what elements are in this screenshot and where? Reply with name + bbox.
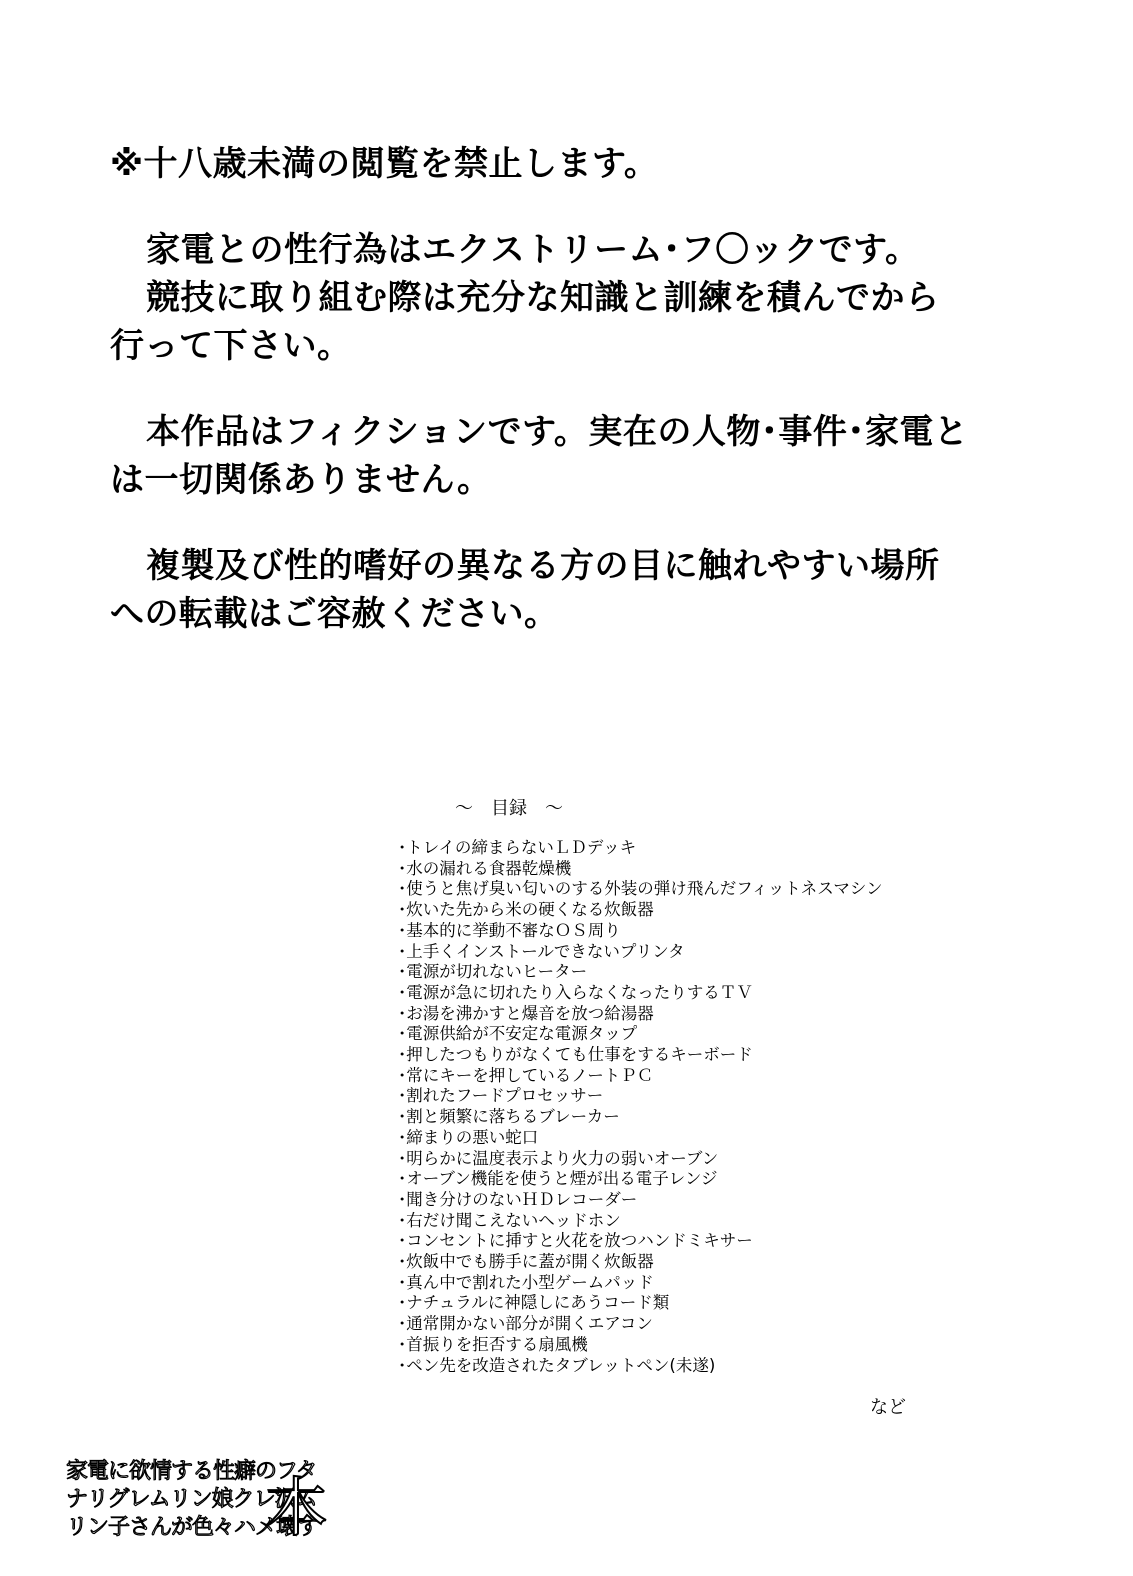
toc-item: ･聞き分けのないＨＤレコーダー — [398, 1189, 638, 1209]
toc-item: ･コンセントに挿すと火花を放つハンドミキサー — [398, 1231, 753, 1251]
toc-item: ･使うと焦げ臭い匂いのする外装の弾け飛んだフィットネスマシン — [398, 879, 883, 899]
title-logo — [66, 1456, 328, 1546]
toc-etc: など — [870, 1397, 906, 1418]
toc-item: ･基本的に挙動不審なＯＳ周り — [398, 920, 621, 940]
title-logo-line-2: ナリグレムリン娘クレ沢ム — [66, 1487, 317, 1512]
age-warning: ※十八歳未満の閲覧を禁止します。 — [110, 144, 659, 184]
toc-item: ･オーブン機能を使うと煙が出る電子レンジ — [398, 1169, 718, 1189]
reproduction-line-2: への転載はご容赦ください。 — [110, 594, 559, 634]
title-logo-line-1: 家電に欲情する性癖のフタ — [66, 1459, 317, 1484]
toc-item: ･割れたフードプロセッサー — [398, 1086, 604, 1106]
toc-item: ･ペン先を改造されたタブレットペン(未遂) — [398, 1355, 716, 1375]
toc-item: ･ナチュラルに神隠しにあうコード類 — [398, 1293, 670, 1313]
toc-item: ･首振りを拒否する扇風機 — [398, 1334, 588, 1354]
toc-item: ･電源が急に切れたり入らなくなったりするＴＶ — [398, 982, 753, 1002]
toc-item: ･通常開かない部分が開くエアコン — [398, 1314, 653, 1334]
toc-item: ･割と頻繁に落ちるブレーカー — [398, 1107, 620, 1127]
extreme-line-3: 行って下さい。 — [110, 326, 352, 366]
toc-item: ･お湯を沸かすと爆音を放つ給湯器 — [398, 1003, 654, 1023]
notice-block — [110, 140, 1050, 638]
toc-item: ･炊いた先から米の硬くなる炊飯器 — [398, 900, 654, 920]
toc-item: ･締まりの悪い蛇口 — [398, 1127, 539, 1147]
extreme-line-1: 家電との性行為はエクストリーム･フ〇ックです。 — [146, 230, 920, 270]
toc-item: ･炊飯中でも勝手に蓋が開く炊飯器 — [398, 1252, 654, 1272]
toc-title: ～ 目録 ～ — [455, 798, 563, 819]
toc-item: ･押したつもりがなくても仕事をするキーボード — [398, 1045, 753, 1065]
toc-item: ･明らかに温度表示より火力の弱いオーブン — [398, 1148, 719, 1168]
toc-list — [398, 838, 883, 1376]
toc-item: ･電源が切れないヒーター — [398, 962, 588, 982]
title-logo-big-char: 本 — [264, 1472, 328, 1546]
toc-item: ･電源供給が不安定な電源タップ — [398, 1024, 638, 1044]
toc-item: ･常にキーを押しているノートＰＣ — [398, 1065, 654, 1085]
fiction-line-2: は一切関係ありません。 — [110, 460, 492, 500]
toc-item: ･トレイの締まらないＬＤデッキ — [398, 838, 637, 857]
reproduction-line-1: 複製及び性的嗜好の異なる方の目に触れやすい場所 — [146, 546, 940, 586]
fiction-line-1: 本作品はフィクションです。実在の人物･事件･家電と — [146, 412, 969, 452]
toc-item: ･真ん中で割れた小型ゲームパッド — [398, 1272, 654, 1292]
toc-item: ･上手くインストールできないプリンタ — [398, 941, 685, 961]
toc-item: ･右だけ聞こえないヘッドホン — [398, 1210, 621, 1230]
title-logo-line-3: リン子さんが色々ハメ壊す — [66, 1515, 319, 1540]
toc-item: ･水の漏れる食器乾燥機 — [398, 858, 572, 878]
extreme-line-2: 競技に取り組む際は充分な知識と訓練を積んでから — [146, 278, 940, 318]
